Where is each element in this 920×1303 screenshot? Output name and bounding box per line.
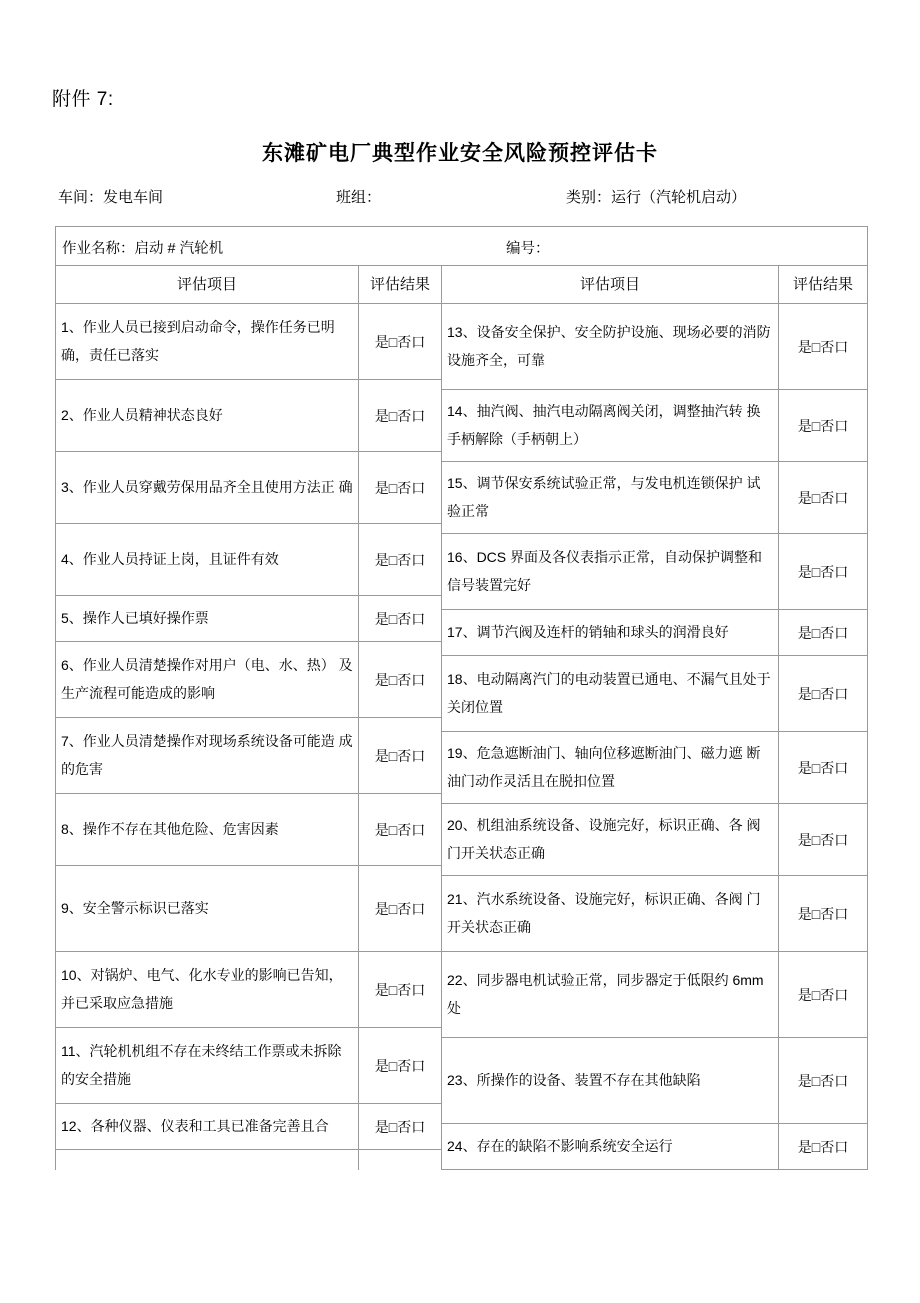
meta-category: 类别：运行（汽轮机启动） [566,189,747,206]
result-checkbox-cell[interactable]: 是□否口 [779,390,867,462]
item-text: 8、操作不存在其他危险、危害因素 [61,820,279,837]
header-item-right: 评估项目 [442,266,778,304]
result-checkbox-cell[interactable]: 是□否口 [779,952,867,1038]
item-text: 9、安全警示标识已落实 [61,899,209,916]
item-text: 15、调节保安系统试验正常，与发电机连锁保护 试验正常 [447,475,761,519]
table-row [56,524,358,596]
column-item-right [442,266,779,304]
result-checkbox-cell[interactable]: 是□否口 [359,718,441,794]
item-text: 13、设备安全保护、安全防护设施、现场必要的消防设施齐全，可靠 [447,324,771,368]
table-row [442,534,778,610]
header-result-left: 评估结果 [359,266,441,304]
table-row [442,732,778,804]
item-text: 16、DCS 界面及各仪表指示正常，自动保护调整和信号装置完好 [447,549,763,593]
column-result-right [779,266,867,304]
result-checkbox-cell[interactable]: 是□否口 [359,642,441,718]
result-checkbox-cell[interactable]: 是□否口 [359,952,441,1028]
result-checkbox-cell[interactable]: 是□否口 [359,380,441,452]
item-text: 23、所操作的设备、装置不存在其他缺陷 [447,1071,701,1088]
right-items-column [442,304,779,1170]
item-text: 18、电动隔离汽门的电动装置已通电、不漏气且处于关闭位置 [447,671,771,715]
table-row [442,804,778,876]
result-checkbox-cell[interactable]: 是□否口 [359,1028,441,1104]
item-text: 24、存在的缺陷不影响系统安全运行 [447,1137,673,1154]
attachment-label: 附件 7: [52,89,114,110]
table-row [442,876,778,952]
result-checkbox-cell[interactable]: 是□否口 [359,524,441,596]
result-checkbox-cell[interactable]: 是□否口 [779,610,867,656]
table-row [442,304,778,390]
item-text: 19、危急遮断油门、轴向位移遮断油门、磁力遮 断油门动作灵活且在脱扣位置 [447,745,761,789]
result-checkbox-cell[interactable]: 是□否口 [779,876,867,952]
table-row [56,452,358,524]
table-header-row [56,266,867,304]
result-checkbox-cell[interactable]: 是□否口 [779,534,867,610]
assessment-table [55,226,868,1170]
table-row [442,1038,778,1124]
meta-row [58,186,868,208]
table-row [442,390,778,462]
table-row [56,952,358,1028]
result-checkbox-cell[interactable]: 是□否口 [779,462,867,534]
table-row [56,1028,358,1104]
column-result-left [359,266,442,304]
result-checkbox-cell[interactable]: 是□否口 [779,304,867,390]
page-title: 东滩矿电厂典型作业安全风险预控评估卡 [262,142,658,165]
table-row [442,952,778,1038]
table-row [442,462,778,534]
meta-workshop: 车间：发电车间 [58,189,164,206]
item-text: 17、调节汽阀及连杆的销轴和球头的润滑良好 [447,623,729,640]
item-text: 21、汽水系统设备、设施完好，标识正确、各阀 门开关状态正确 [447,891,761,935]
right-results-column [779,304,867,1170]
table-row [442,1124,778,1170]
result-checkbox-cell[interactable]: 是□否口 [359,596,441,642]
header-item-left: 评估项目 [56,266,358,304]
item-text: 20、机组油系统设备、设施完好，标识正确、各 阀门开关状态正确 [447,817,761,861]
column-item-left [56,266,359,304]
result-checkbox-cell[interactable]: 是□否口 [359,794,441,866]
table-row [56,304,358,380]
item-text: 12、各种仪器、仪表和工具已准备完善且合 [61,1117,329,1134]
item-text: 14、抽汽阀、抽汽电动隔离阀关闭，调整抽汽转 换手柄解除（手柄朝上） [447,403,761,447]
table-row [56,794,358,866]
table-row [56,642,358,718]
item-text: 1、作业人员已接到启动命令，操作任务已明 确，责任已落实 [61,319,335,363]
job-name-label: 作业名称：启动 # 汽轮机 [62,241,224,257]
item-text: 4、作业人员持证上岗，且证件有效 [61,550,279,567]
item-text: 11、汽轮机机组不存在未终结工作票或未拆除的安全措施 [61,1043,342,1087]
item-text: 6、作业人员清楚操作对用户（电、水、热） 及生产流程可能造成的影响 [61,657,353,701]
result-checkbox-cell[interactable]: 是□否口 [779,804,867,876]
result-checkbox-cell[interactable]: 是□否口 [779,732,867,804]
item-text: 3、作业人员穿戴劳保用品齐全且使用方法正 确 [61,478,353,495]
meta-team: 班组： [336,189,382,206]
result-checkbox-cell[interactable]: 是□否口 [359,1104,441,1150]
result-checkbox-cell[interactable]: 是□否口 [359,304,441,380]
result-checkbox-cell[interactable]: 是□否口 [779,656,867,732]
job-name-band [56,227,867,266]
result-checkbox-cell[interactable]: 是□否口 [779,1124,867,1170]
table-row [56,596,358,642]
item-text: 22、同步器电机试验正常，同步器定于低限约 6mm 处 [447,972,764,1016]
item-text: 5、操作人已填好操作票 [61,609,209,626]
left-results-column [359,304,442,1170]
table-row [56,1104,358,1150]
table-row [56,380,358,452]
table-row [56,866,358,952]
table-row [442,610,778,656]
table-row [56,718,358,794]
item-text: 2、作业人员精神状态良好 [61,406,223,423]
result-checkbox-cell[interactable]: 是□否口 [359,866,441,952]
result-checkbox-cell[interactable]: 是□否口 [779,1038,867,1124]
job-number-label: 编号： [506,241,550,257]
item-text: 10、对锅炉、电气、化水专业的影响已告知， 并已采取应急措施 [61,967,343,1011]
left-items-column [56,304,359,1170]
header-result-right: 评估结果 [779,266,867,304]
table-body [56,304,867,1170]
item-text: 7、作业人员清楚操作对现场系统设备可能造 成的危害 [61,733,353,777]
result-checkbox-cell[interactable]: 是□否口 [359,452,441,524]
table-row [442,656,778,732]
